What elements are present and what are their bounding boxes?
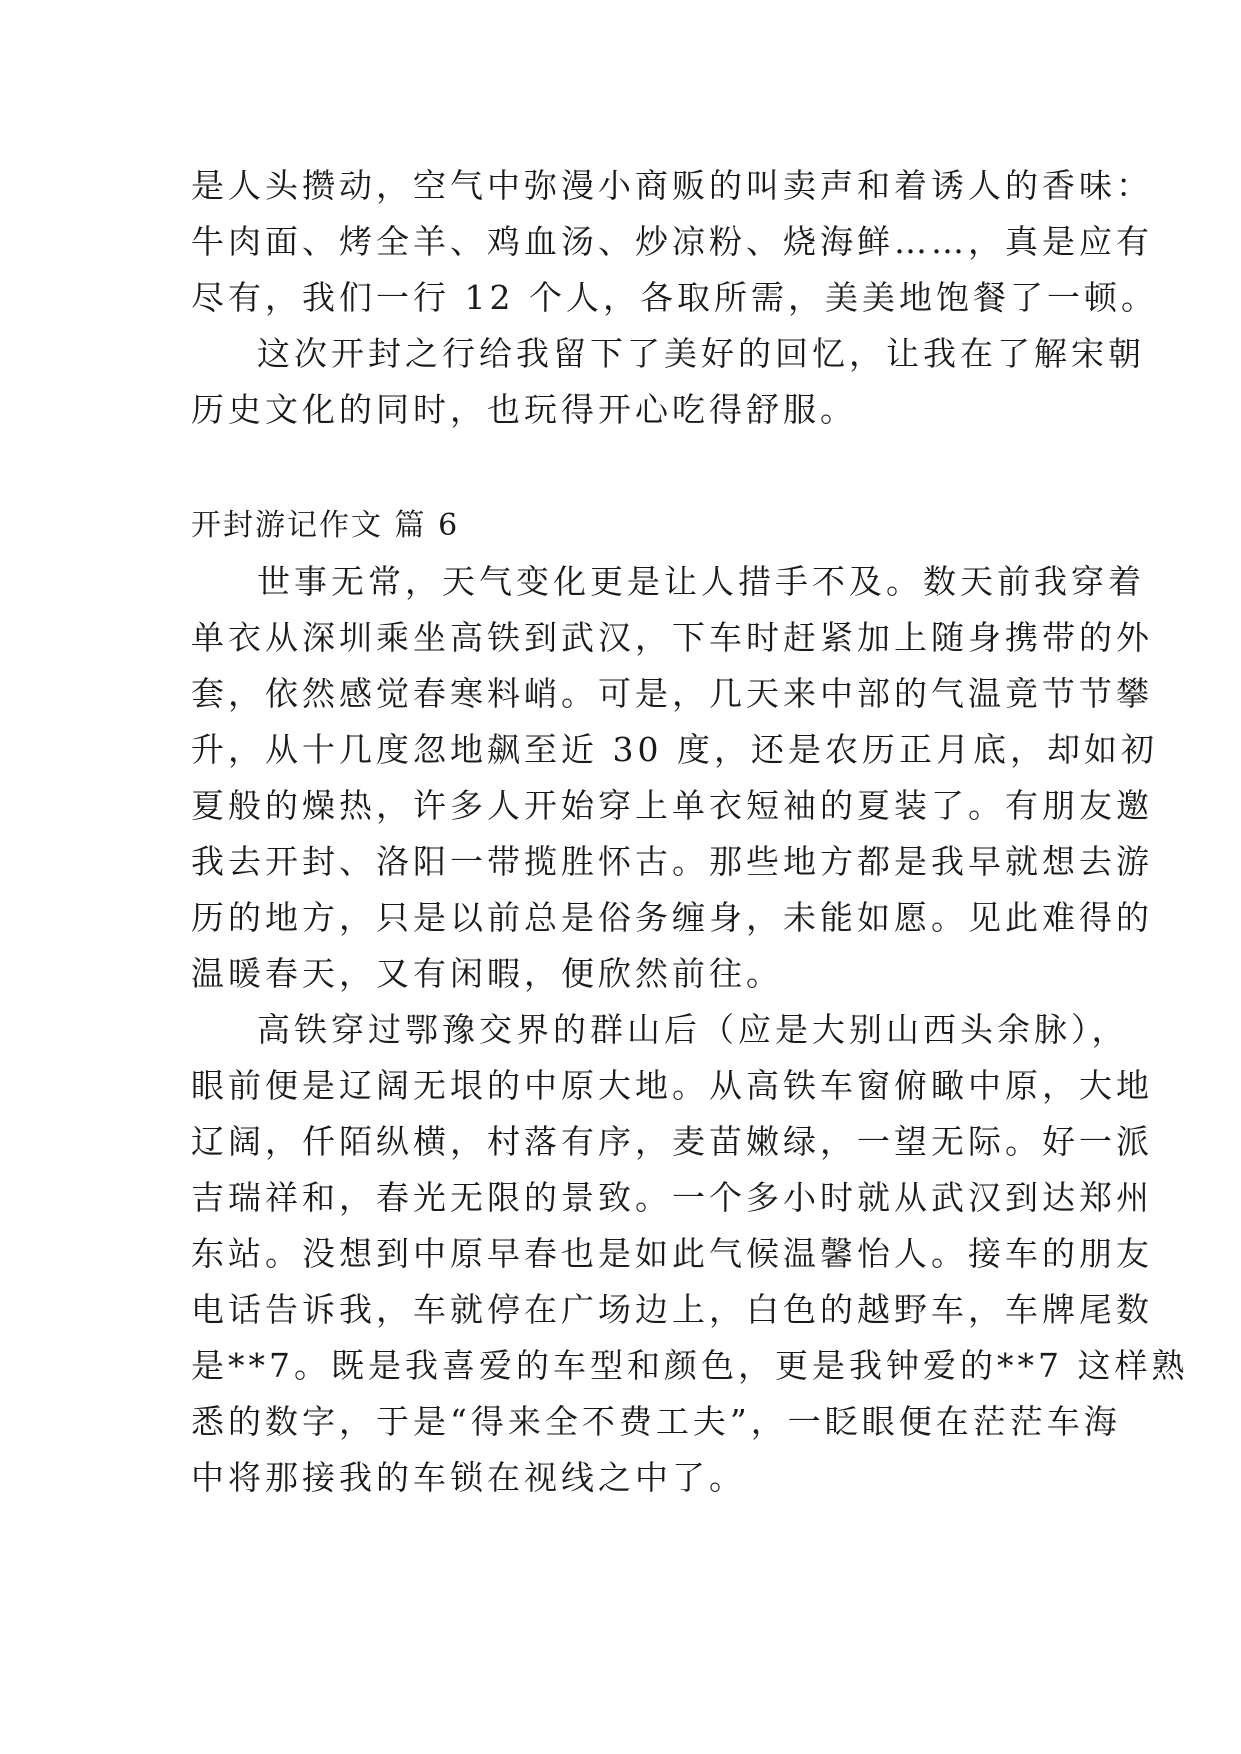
section-heading: 开封游记作文 篇 6 — [191, 508, 460, 543]
paragraph-2 — [191, 326, 1145, 438]
text-line: 套，依然感觉春寒料峭。可是，几天来中部的气温竟节节攀 — [191, 674, 1153, 713]
text-line: 我去开封、洛阳一带揽胜怀古。那些地方都是我早就想去游 — [191, 842, 1153, 881]
text-line: 历史文化的同时，也玩得开心吃得舒服。 — [191, 390, 857, 429]
text-line: 世事无常，天气变化更是让人措手不及。数天前我穿着 — [257, 562, 1145, 601]
text-line: 悉的数字，于是“得来全不费工夫”，一眨眼便在茫茫车海 — [191, 1402, 1121, 1441]
text-line: 吉瑞祥和，春光无限的景致。一个多小时就从武汉到达郑州 — [191, 1178, 1153, 1217]
text-line: 电话告诉我，车就停在广场边上，白色的越野车，车牌尾数 — [191, 1290, 1153, 1329]
text-line: 辽阔，仟陌纵横，村落有序，麦苗嫩绿，一望无际。好一派 — [191, 1122, 1153, 1161]
text-line: 夏般的燥热，许多人开始穿上单衣短袖的夏装了。有朋友邀 — [191, 786, 1153, 825]
text-line: 牛肉面、烤全羊、鸡血汤、炒凉粉、烧海鲜……，真是应有 — [191, 222, 1153, 261]
text-line: 升，从十几度忽地飙至近 30 度，还是农历正月底，却如初 — [191, 730, 1158, 769]
text-line: 尽有，我们一行 12 个人，各取所需，美美地饱餐了一顿。 — [191, 278, 1158, 317]
paragraph-1 — [191, 158, 1158, 326]
document-page — [191, 158, 1189, 1506]
text-line: 是**7。既是我喜爱的车型和颜色，更是我钟爱的**7 这样熟 — [191, 1346, 1189, 1385]
text-line: 单衣从深圳乘坐高铁到武汉，下车时赶紧加上随身携带的外 — [191, 618, 1153, 657]
text-line: 中将那接我的车锁在视线之中了。 — [191, 1458, 746, 1497]
text-line: 历的地方，只是以前总是俗务缠身，未能如愿。见此难得的 — [191, 898, 1153, 937]
text-line: 这次开封之行给我留下了美好的回忆，让我在了解宋朝 — [257, 334, 1145, 373]
paragraph-4 — [191, 1002, 1189, 1506]
paragraph-3 — [191, 554, 1158, 1002]
text-line: 高铁穿过鄂豫交界的群山后（应是大别山西头余脉）， — [257, 1010, 1129, 1049]
text-line: 东站。没想到中原早春也是如此气候温馨怡人。接车的朋友 — [191, 1234, 1153, 1273]
text-line: 是人头攒动，空气中弥漫小商贩的叫卖声和着诱人的香味： — [191, 166, 1153, 205]
section-gap — [191, 438, 1051, 498]
text-line: 温暖春天，又有闲暇，便欣然前往。 — [191, 954, 783, 993]
text-line: 眼前便是辽阔无垠的中原大地。从高铁车窗俯瞰中原，大地 — [191, 1066, 1153, 1105]
